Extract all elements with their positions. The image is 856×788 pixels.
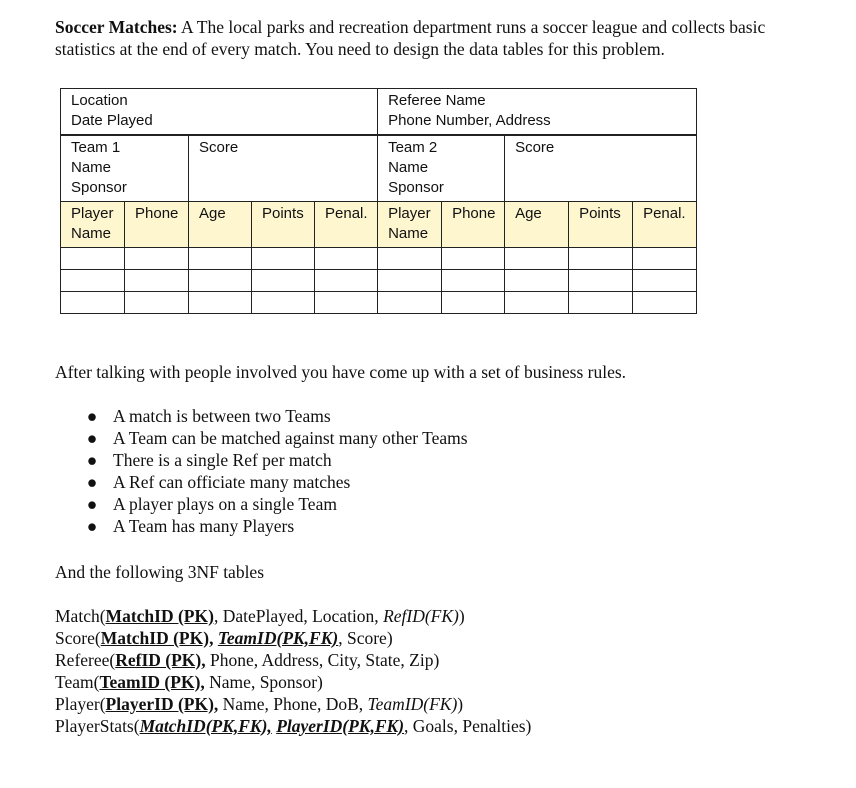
teams-row [61, 135, 697, 202]
primary-key: MatchID (PK) [105, 606, 214, 626]
rule-text: A Team has many Players [113, 516, 295, 536]
bullet-icon: ● [86, 494, 98, 514]
player-header-row [61, 202, 697, 248]
attributes: , DatePlayed, Location, [213, 606, 384, 626]
bullet-icon: ● [86, 406, 98, 426]
primary-key: PlayerID (PK), [105, 694, 219, 714]
location-label: Location [71, 92, 128, 109]
team2-age-header: Age [505, 202, 569, 248]
empty-player-row [61, 248, 697, 270]
business-rules-intro: After talking with people involved you have come up with a set of business rules. [55, 362, 627, 382]
list-item [85, 515, 468, 537]
empty-player-row [61, 270, 697, 292]
empty-cell [189, 270, 252, 292]
team2-label: Team 2 [388, 139, 438, 156]
empty-cell [252, 248, 315, 270]
primary-key: MatchID (PK), [100, 628, 214, 648]
empty-cell [378, 270, 442, 292]
team1-player-name-header [61, 202, 125, 248]
empty-cell [125, 292, 189, 314]
referee-cell [378, 89, 697, 136]
player-label: Player [71, 205, 114, 222]
empty-cell [189, 292, 252, 314]
empty-cell [61, 292, 125, 314]
empty-cell [252, 270, 315, 292]
empty-cell [569, 270, 633, 292]
team2-penal-header: Penal. [633, 202, 697, 248]
schema-team [55, 671, 531, 693]
referee-phone-address-label: Phone Number, Address [388, 112, 551, 129]
attributes: Name, Phone, DoB, [218, 694, 368, 714]
schema-list [55, 605, 531, 737]
empty-cell [315, 292, 378, 314]
list-item [85, 405, 468, 427]
bullet-icon: ● [86, 472, 98, 492]
team2-score-cell [505, 135, 697, 202]
primary-key: TeamID (PK), [99, 672, 205, 692]
schema-playerstats [55, 715, 531, 737]
match-header-row [61, 89, 697, 136]
table-name: Match( [55, 606, 106, 626]
team1-score-cell [189, 135, 378, 202]
match-form-table [60, 88, 697, 314]
schema-player [55, 693, 531, 715]
schema-score [55, 627, 531, 649]
schema-match [55, 605, 531, 627]
attributes: Name, Sponsor) [204, 672, 323, 692]
name-label: Name [71, 225, 112, 242]
empty-cell [61, 270, 125, 292]
empty-player-row [61, 292, 697, 314]
empty-cell [633, 248, 697, 270]
rule-text: A match is between two Teams [113, 406, 331, 426]
player-label: Player [388, 205, 431, 222]
team1-label: Team 1 [71, 139, 121, 156]
schema-referee [55, 649, 531, 671]
foreign-key: TeamID(FK) [367, 694, 458, 714]
rule-text: A player plays on a single Team [113, 494, 337, 514]
empty-cell [505, 292, 569, 314]
list-item [85, 493, 468, 515]
intro-label: Soccer Matches: [55, 17, 178, 37]
empty-cell [378, 292, 442, 314]
rule-text: There is a single Ref per match [113, 450, 332, 470]
team1-penal-header: Penal. [315, 202, 378, 248]
team2-sponsor-label: Sponsor [388, 179, 444, 196]
team1-sponsor-label: Sponsor [71, 179, 127, 196]
empty-cell [442, 292, 505, 314]
empty-cell [633, 292, 697, 314]
team1-points-header: Points [252, 202, 315, 248]
empty-cell [61, 248, 125, 270]
table-name: Score( [55, 628, 101, 648]
team1-cell [61, 135, 189, 202]
team2-phone-header: Phone [442, 202, 505, 248]
empty-cell [252, 292, 315, 314]
name-label: Name [388, 225, 429, 242]
tables-intro: And the following 3NF tables [55, 562, 265, 582]
empty-cell [633, 270, 697, 292]
bullet-icon: ● [86, 450, 98, 470]
empty-cell [505, 248, 569, 270]
rule-text: A Ref can officiate many matches [113, 472, 351, 492]
attributes: Phone, Address, City, State, Zip) [205, 650, 440, 670]
list-item [85, 427, 468, 449]
team1-score-label: Score [199, 139, 239, 156]
empty-cell [569, 248, 633, 270]
attributes: , Score) [338, 628, 393, 648]
table-name: PlayerStats( [55, 716, 140, 736]
close-paren: ) [457, 694, 464, 714]
foreign-key: RefID(FK) [383, 606, 459, 626]
primary-key: RefID (PK), [115, 650, 206, 670]
team2-player-name-header [378, 202, 442, 248]
referee-name-label: Referee Name [388, 92, 486, 109]
team2-score-label: Score [515, 139, 555, 156]
team1-phone-header: Phone [125, 202, 189, 248]
table-name: Referee( [55, 650, 116, 670]
list-item [85, 471, 468, 493]
empty-cell [315, 270, 378, 292]
team2-name-label: Name [388, 159, 429, 176]
empty-cell [442, 248, 505, 270]
empty-cell [125, 270, 189, 292]
attributes: , Goals, Penalties) [404, 716, 532, 736]
primary-foreign-key: MatchID(PK,FK), [139, 716, 272, 736]
close-paren: ) [458, 606, 465, 626]
empty-cell [378, 248, 442, 270]
primary-foreign-key: PlayerID(PK,FK) [276, 716, 405, 736]
empty-cell [442, 270, 505, 292]
bullet-icon: ● [86, 516, 98, 536]
team2-cell [378, 135, 505, 202]
bullet-icon: ● [86, 428, 98, 448]
intro-text: A The local parks and recreation department runs a soccer league and collects basic statistics at the end of every match. You need to design the data tables for this problem. [55, 17, 766, 59]
team2-points-header: Points [569, 202, 633, 248]
primary-foreign-key: TeamID(PK,FK) [217, 628, 339, 648]
team1-age-header: Age [189, 202, 252, 248]
business-rules-list [85, 405, 468, 537]
table-name: Player( [55, 694, 106, 714]
intro-paragraph [55, 16, 815, 60]
empty-cell [569, 292, 633, 314]
empty-cell [505, 270, 569, 292]
empty-cell [125, 248, 189, 270]
location-date-cell [61, 89, 378, 136]
empty-cell [315, 248, 378, 270]
list-item [85, 449, 468, 471]
date-played-label: Date Played [71, 112, 153, 129]
table-name: Team( [55, 672, 100, 692]
team1-name-label: Name [71, 159, 112, 176]
rule-text: A Team can be matched against many other Teams [113, 428, 468, 448]
empty-cell [189, 248, 252, 270]
